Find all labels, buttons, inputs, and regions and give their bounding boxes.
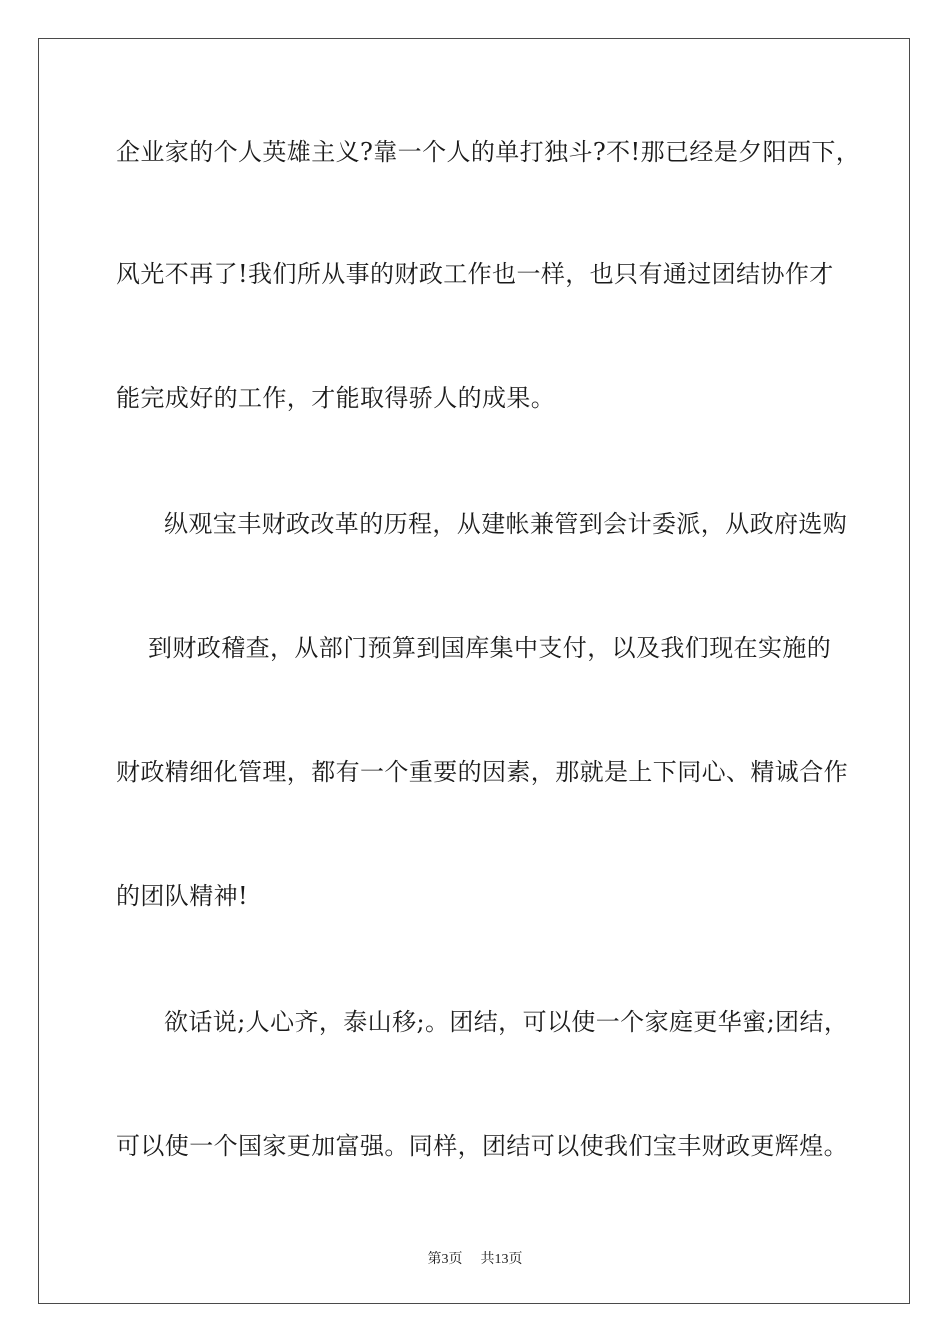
text-line: 企业家的个人英雄主义?靠一个人的单打独斗?不!那已经是夕阳西下， [116, 138, 861, 166]
text-line: 到财政稽查，从部门预算到国库集中支付，以及我们现在实施的 [148, 634, 832, 662]
text-line: 的团队精神! [116, 882, 249, 910]
text-line: 可以使一个国家更加富强。同样，团结可以使我们宝丰财政更辉煌。 [116, 1132, 848, 1160]
text-line: 欲话说;人心齐，泰山移;。团结，可以使一个家庭更华蜜;团结， [164, 1008, 849, 1036]
text-line: 财政精细化管理，都有一个重要的因素，那就是上下同心、精诚合作 [116, 758, 848, 786]
text-line: 能完成好的工作，才能取得骄人的成果。 [116, 384, 556, 412]
text-line: 纵观宝丰财政改革的历程，从建帐兼管到会计委派，从政府选购 [164, 510, 848, 538]
page-border [38, 38, 910, 1304]
page-number: 第3页 [427, 1252, 463, 1267]
page-total: 共13页 [480, 1252, 523, 1267]
page-footer [0, 1248, 950, 1268]
text-line: 风光不再了!我们所从事的财政工作也一样，也只有通过团结协作才 [116, 260, 834, 288]
